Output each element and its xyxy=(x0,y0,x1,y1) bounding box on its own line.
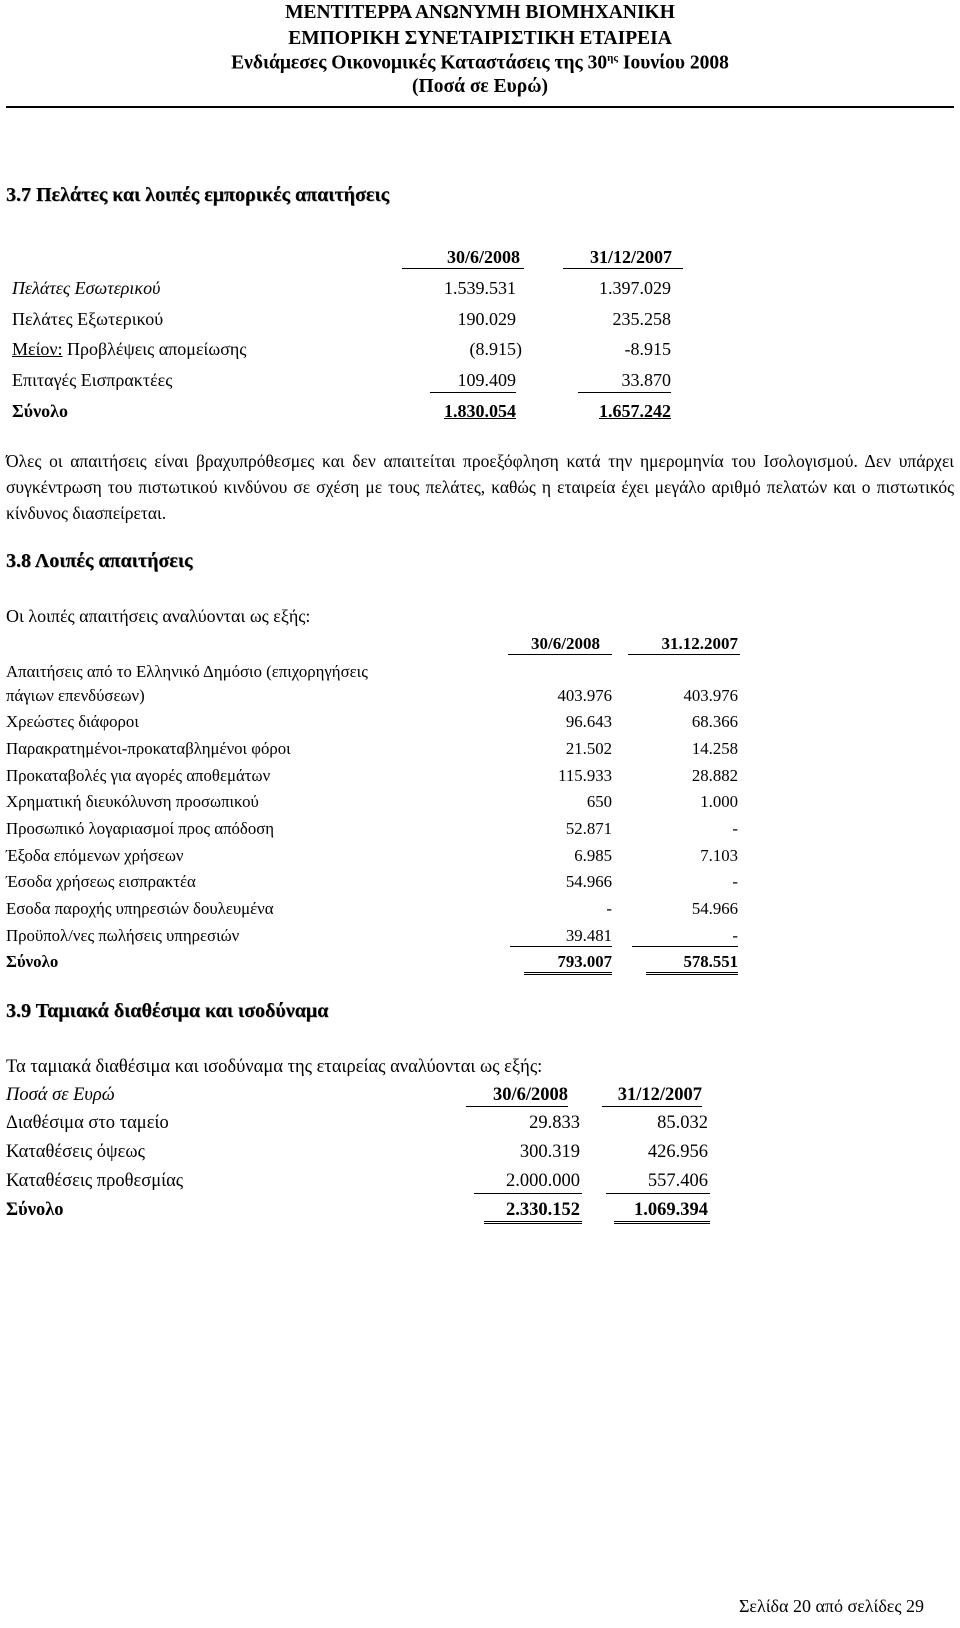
s39-subtotal-rule-1 xyxy=(474,1193,582,1194)
s38-row-v2: 7.103 xyxy=(700,846,738,865)
s38-total-rule-1 xyxy=(524,972,612,975)
s38-row-v2: 54.966 xyxy=(691,899,738,918)
s38-total-v1: 793.007 xyxy=(557,952,612,971)
section-3-9-title: 3.9 Ταμιακά διαθέσιμα και ισοδύναμα xyxy=(6,1000,329,1022)
s38-total-v2: 578.551 xyxy=(683,952,738,971)
s37-col2-header: 31/12/2007 xyxy=(589,247,672,267)
s38-col1-underline xyxy=(508,654,612,655)
s38-row-v1: 54.966 xyxy=(565,872,612,891)
s39-col1-header: 30/6/2008 xyxy=(492,1085,568,1105)
s39-col2-header: 31/12/2007 xyxy=(617,1085,702,1105)
section-3-7-title: 3.7 Πελάτες και λοιπές εμπορικές απαιτήσεις xyxy=(6,184,390,206)
s37-row-label: Επιταγές Εισπρακτέες xyxy=(12,370,173,390)
s38-row-v1: 403.976 xyxy=(557,686,612,705)
s38-total-rule-2 xyxy=(646,972,738,975)
company-name-line1: ΜΕΝΤΙΤΕΡΡΑ ΑΝΩΝΥΜΗ ΒΙΟΜΗΧΑΝΙΚΗ xyxy=(285,2,675,23)
s37-total-v1: 1.830.054 xyxy=(444,401,516,421)
s38-row-v1: 52.871 xyxy=(565,819,612,838)
s39-row-label: Καταθέσεις όψεως xyxy=(6,1142,145,1162)
s39-total-v1: 2.330.152 xyxy=(506,1200,580,1220)
s37-row-v2: 1.397.029 xyxy=(599,278,671,298)
s37-note: Όλες οι απαιτήσεις είναι βραχυπρόθεσμες και δεν απαιτείται προεξόφληση κατά την ημερομηνία του Ισολογισμού. Δεν υπάρχει συγκέντρωση του πιστωτικού κινδύνου σε σχέση με τους πελάτες, καθώς η εταιρεία έχει μεγάλο αριθμό πελατών και ο πιστωτικός κίνδυνος διασπείρεται. xyxy=(6,451,954,523)
section-3-8-title: 3.8 Λοιπές απαιτήσεις xyxy=(6,550,193,572)
s37-total-label: Σύνολο xyxy=(12,401,68,421)
s38-subtotal-rule-2 xyxy=(632,946,738,947)
company-name-line2: ΕΜΠΟΡΙΚΗ ΣΥΝΕΤΑΙΡΙΣΤΙΚΗ ΕΤΑΙΡΕΙΑ xyxy=(288,28,672,49)
s39-subtotal-rule-2 xyxy=(606,1193,710,1194)
s39-row-v1: 300.319 xyxy=(519,1142,580,1162)
s39-row-v2: 557.406 xyxy=(647,1171,708,1191)
s39-total-label: Σύνολο xyxy=(6,1200,64,1220)
currency-note: (Ποσά σε Ευρώ) xyxy=(412,76,548,97)
s39-row-label: Καταθέσεις προθεσμίας xyxy=(6,1171,184,1191)
s38-row-v1: - xyxy=(606,899,612,918)
s38-row-label: Προσωπικό λογαριασμοί προς απόδοση xyxy=(6,819,275,838)
s38-row-v1: 650 xyxy=(586,792,612,811)
s37-row-label: Μείον: Προβλέψεις απομείωσης xyxy=(12,339,247,359)
s37-total-v2: 1.657.242 xyxy=(599,401,671,421)
s37-row-v1: 1.539.531 xyxy=(444,278,516,298)
s38-row-v2: - xyxy=(732,872,738,891)
header-rule xyxy=(6,106,954,108)
s39-col2-underline xyxy=(602,1106,702,1107)
s37-row-v1: (8.915) xyxy=(469,339,522,359)
s37-row-v2: 33.870 xyxy=(621,370,671,390)
s39-intro: Τα ταμιακά διαθέσιμα και ισοδύναμα της εταιρείας αναλύονται ως εξής: xyxy=(6,1057,543,1077)
s39-row-label: Διαθέσιμα στο ταμείο xyxy=(6,1113,169,1133)
s38-col2-header: 31.12.2007 xyxy=(661,634,738,653)
s38-row-v2: 403.976 xyxy=(683,686,738,705)
s37-row-label: Πελάτες Εσωτερικού xyxy=(12,278,161,298)
s38-row-v1: 96.643 xyxy=(565,712,612,731)
s39-unit-label: Ποσά σε Ευρώ xyxy=(6,1085,115,1105)
s38-row-v1: 21.502 xyxy=(565,739,612,758)
s37-row-v1: 190.029 xyxy=(457,309,516,329)
s38-intro: Οι λοιπές απαιτήσεις αναλύονται ως εξής: xyxy=(6,606,311,626)
s37-row-v2: -8.915 xyxy=(624,339,671,359)
s38-row-label: Εσοδα παροχής υπηρεσιών δουλευμένα xyxy=(6,899,274,918)
s37-row-v2: 235.258 xyxy=(612,309,671,329)
s37-col1-header: 30/6/2008 xyxy=(446,247,520,267)
s39-row-v2: 85.032 xyxy=(657,1113,708,1133)
s38-row-label: Παρακρατημένοι-προκαταβλημένοι φόροι xyxy=(6,739,291,758)
s37-row-v1: 109.409 xyxy=(457,370,516,390)
page-number: Σελίδα 20 από σελίδες 29 xyxy=(738,1596,924,1616)
s38-row-v2: 14.258 xyxy=(691,739,738,758)
s38-row-label: Χρεώστες διάφοροι xyxy=(6,712,139,731)
s38-row-label: Έξοδα επόμενων χρήσεων xyxy=(6,846,184,865)
s38-row-label: Προκαταβολές για αγορές αποθεμάτων xyxy=(6,766,271,785)
s38-row-v2: 28.882 xyxy=(691,766,738,785)
s38-row-v2: - xyxy=(732,926,738,945)
s38-row-v1: 115.933 xyxy=(558,766,612,785)
s38-row-label: Απαιτήσεις από το Ελληνικό Δημόσιο (επιχορηγήσεις xyxy=(6,662,368,681)
s38-subtotal-rule-1 xyxy=(510,946,612,947)
s37-row-label: Πελάτες Εξωτερικού xyxy=(12,309,164,329)
s37-col2-underline xyxy=(563,268,683,269)
s37-subtotal-rule-1 xyxy=(430,392,516,393)
s38-row-label-cont: πάγιων επενδύσεων) xyxy=(6,686,145,705)
report-title: Ενδιάμεσες Οικονομικές Καταστάσεις της $30^{\eta\varsigma}$ Ιουνίου 2008 xyxy=(231,52,729,74)
s38-row-v2: - xyxy=(732,819,738,838)
s39-row-v2: 426.956 xyxy=(647,1142,708,1162)
s39-total-v2: 1.069.394 xyxy=(634,1200,708,1220)
s38-row-v2: 68.366 xyxy=(691,712,738,731)
s39-row-v1: 2.000.000 xyxy=(506,1171,580,1191)
s38-row-v1: 39.481 xyxy=(565,926,612,945)
s38-row-v1: 6.985 xyxy=(574,846,612,865)
s39-col1-underline xyxy=(466,1106,568,1107)
s39-total-rule-1 xyxy=(484,1221,582,1224)
s39-total-rule-2 xyxy=(614,1221,710,1224)
s38-col1-header: 30/6/2008 xyxy=(531,634,600,653)
s38-col2-underline xyxy=(628,654,740,655)
s37-subtotal-rule-2 xyxy=(578,392,671,393)
s38-row-label: Χρηματική διευκόλυνση προσωπικού xyxy=(6,792,259,811)
s38-row-label: Έσοδα χρήσεως εισπρακτέα xyxy=(6,872,196,891)
s38-row-label: Προϋπολ/νες πωλήσεις υπηρεσιών xyxy=(6,926,240,945)
s38-total-label: Σύνολο xyxy=(6,952,59,971)
s38-row-v2: 1.000 xyxy=(700,792,738,811)
s39-row-v1: 29.833 xyxy=(529,1113,580,1133)
s37-col1-underline xyxy=(402,268,524,269)
